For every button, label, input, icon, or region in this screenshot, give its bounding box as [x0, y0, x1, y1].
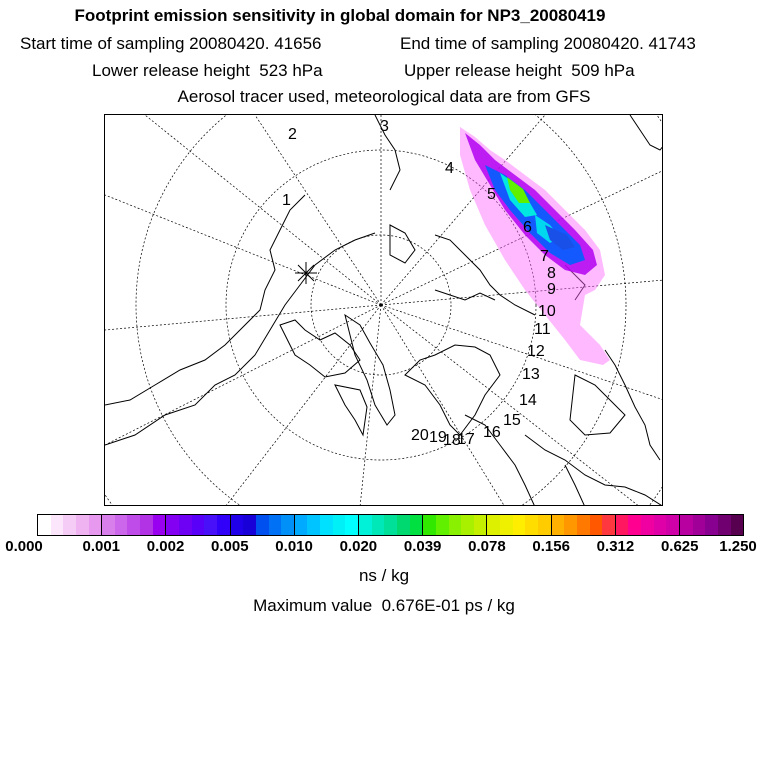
trajectory-label-1: 1	[282, 192, 291, 209]
polar-map	[104, 114, 663, 506]
colorbar-segment	[666, 515, 679, 535]
colorbar-segment	[602, 515, 615, 535]
trajectory-label-19: 19	[429, 429, 447, 446]
trajectory-label-7: 7	[540, 248, 549, 265]
colorbar-segment	[372, 515, 385, 535]
trajectory-label-4: 4	[445, 160, 454, 177]
colorbar-segment	[486, 515, 500, 535]
colorbar-unit: ns / kg	[358, 566, 410, 585]
trajectory-label-3: 3	[380, 118, 389, 135]
colorbar-segment	[333, 515, 346, 535]
colorbar-segment	[436, 515, 449, 535]
colorbar-segment	[192, 515, 205, 535]
colorbar-segment	[679, 515, 693, 535]
colorbar-segment	[461, 515, 474, 535]
colorbar-segment	[500, 515, 513, 535]
colorbar-segment	[63, 515, 76, 535]
colorbar-segment	[76, 515, 89, 535]
trajectory-label-6: 6	[523, 219, 532, 236]
colorbar-segment	[731, 515, 744, 535]
colorbar-segment	[281, 515, 294, 535]
colorbar-segment	[577, 515, 590, 535]
colorbar-segment	[422, 515, 436, 535]
colorbar-segment	[525, 515, 538, 535]
release-point-marker	[295, 262, 317, 284]
colorbar-tick-label: 0.020	[339, 538, 378, 555]
colorbar-segment	[345, 515, 358, 535]
colorbar-segment	[256, 515, 269, 535]
trajectory-label-14: 14	[519, 392, 537, 409]
colorbar-tick-label: 0.005	[211, 538, 249, 555]
trajectory-label-8: 8	[547, 265, 556, 282]
trajectory-label-18: 18	[443, 432, 461, 449]
colorbar-tick-label: 0.039	[403, 538, 442, 555]
colorbar-tick-label: 1.250	[719, 538, 757, 555]
colorbar-segment	[230, 515, 244, 535]
upper-release-height: Upper release height 509 hPa	[404, 61, 635, 80]
colorbar-tick-label: 0.001	[82, 538, 121, 555]
colorbar-segment	[38, 515, 51, 535]
colorbar-segment	[153, 515, 166, 535]
trajectory-label-11: 11	[534, 321, 551, 338]
trajectory-label-2: 2	[288, 126, 297, 143]
trajectory-label-12: 12	[527, 343, 545, 360]
colorbar-segment	[384, 515, 397, 535]
colorbar-segment	[410, 515, 423, 535]
colorbar-segment	[397, 515, 410, 535]
colorbar-segment	[320, 515, 333, 535]
colorbar-segment	[165, 515, 179, 535]
colorbar-tick-label: 0.625	[660, 538, 699, 555]
colorbar-segment	[474, 515, 487, 535]
trajectory-label-15: 15	[503, 412, 521, 429]
trajectory-label-20: 20	[411, 427, 429, 444]
colorbar-segment	[140, 515, 153, 535]
colorbar-tick-label: 0.002	[146, 538, 185, 555]
colorbar-segment	[654, 515, 667, 535]
colorbar-segment	[705, 515, 718, 535]
colorbar-segment	[449, 515, 462, 535]
colorbar-segment	[718, 515, 731, 535]
trajectory-label-16: 16	[483, 424, 501, 441]
colorbar-segment	[204, 515, 217, 535]
colorbar-segment	[590, 515, 603, 535]
colorbar-segment	[628, 515, 641, 535]
colorbar-segment	[51, 515, 64, 535]
colorbar-segment	[179, 515, 192, 535]
colorbar-segment	[564, 515, 577, 535]
colorbar-tick-label: 0.312	[596, 538, 635, 555]
trajectory-label-10: 10	[538, 303, 556, 320]
sampling-end: End time of sampling 20080420. 41743	[400, 34, 696, 53]
colorbar-segment	[615, 515, 629, 535]
colorbar	[37, 514, 744, 536]
colorbar-tick-label: 0.156	[532, 538, 570, 555]
colorbar-segment	[294, 515, 308, 535]
plot-title: Footprint emission sensitivity in global domain for NP3_20080419	[74, 6, 606, 25]
tracer-info: Aerosol tracer used, meteorological data are from GFS	[177, 87, 591, 106]
colorbar-segment	[641, 515, 654, 535]
colorbar-segment	[89, 515, 102, 535]
trajectory-label-17: 17	[457, 431, 475, 448]
colorbar-segment	[115, 515, 128, 535]
colorbar-segment	[101, 515, 115, 535]
lower-release-height: Lower release height 523 hPa	[92, 61, 323, 80]
colorbar-segment	[538, 515, 551, 535]
colorbar-segment	[127, 515, 140, 535]
trajectory-label-5: 5	[487, 186, 496, 203]
colorbar-segment	[693, 515, 706, 535]
colorbar-tick-label: 0.010	[275, 538, 313, 555]
colorbar-segment	[269, 515, 282, 535]
colorbar-segment	[551, 515, 565, 535]
colorbar-segment	[513, 515, 526, 535]
trajectory-label-9: 9	[547, 281, 556, 298]
sampling-start: Start time of sampling 20080420. 41656	[20, 34, 322, 53]
colorbar-tick-label: 0.078	[468, 538, 506, 555]
maximum-value: Maximum value 0.676E-01 ps / kg	[253, 596, 515, 615]
colorbar-segment	[243, 515, 256, 535]
trajectory-label-13: 13	[522, 366, 540, 383]
colorbar-segment	[217, 515, 230, 535]
colorbar-segment	[358, 515, 372, 535]
colorbar-segment	[307, 515, 320, 535]
polar-map-canvas	[105, 115, 663, 506]
colorbar-tick-label: 0.000	[5, 538, 43, 555]
